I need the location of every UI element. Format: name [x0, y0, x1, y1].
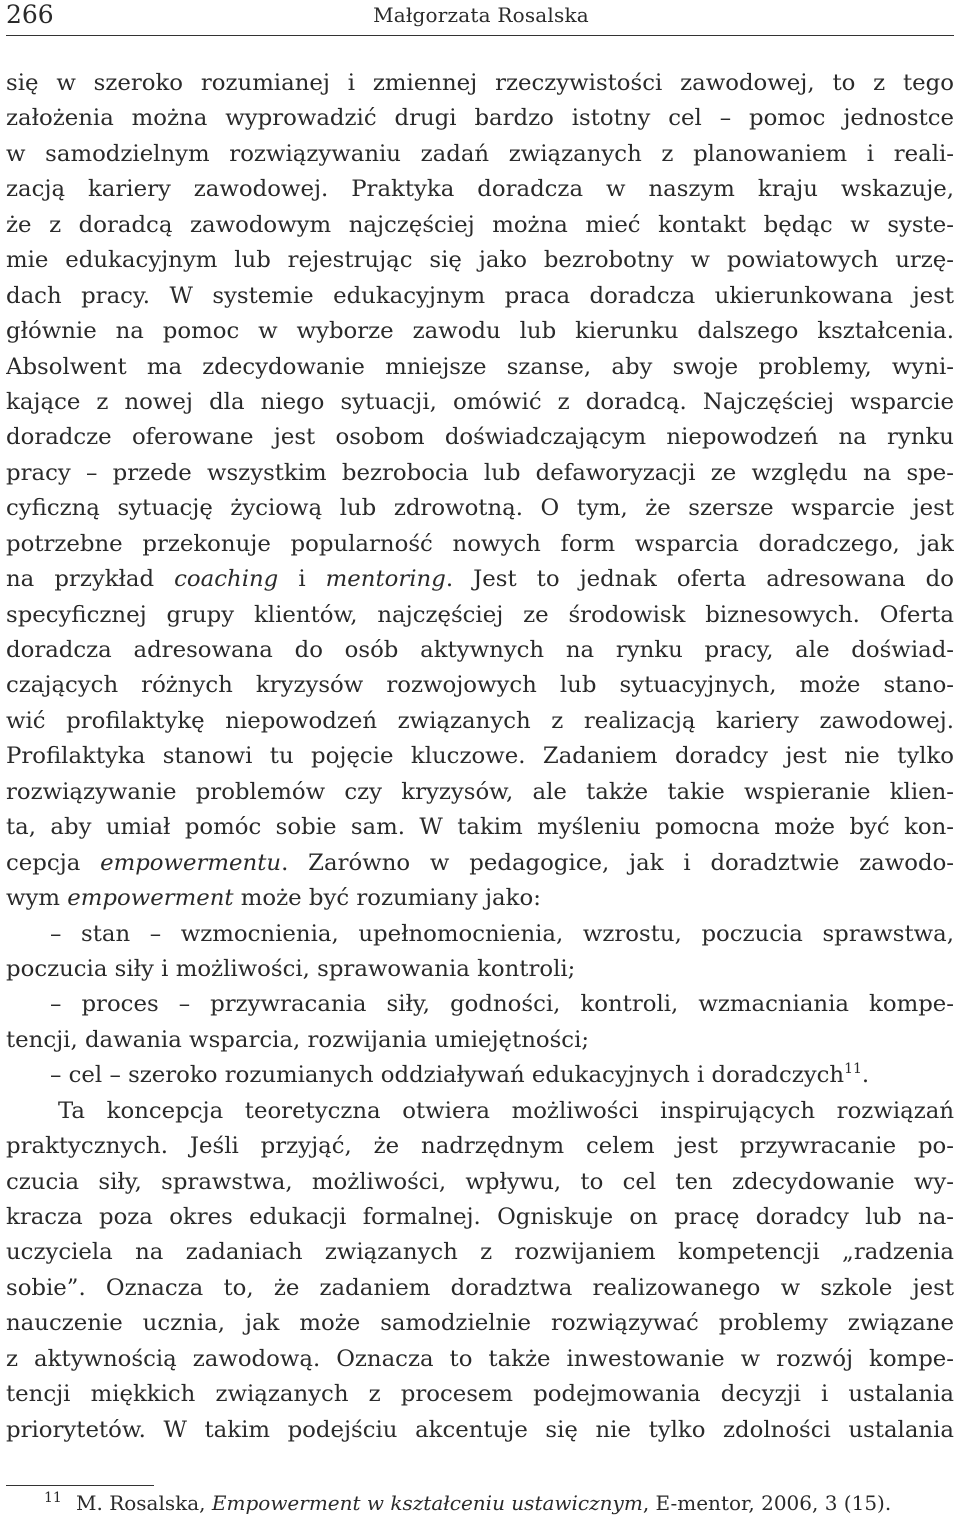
text-line: Ta koncepcja teoretyczna otwiera możliwości inspirujących rozwiązań [58, 1097, 954, 1124]
text-line: kracza poza okres edukacji formalnej. Ogniskuje on pracę doradcy lub na- [6, 1204, 954, 1230]
list-item: – stan – wzmocnienia, upełnomocnienia, wzrostu, poczucia sprawstwa, [50, 920, 954, 947]
italic-term: coaching [174, 566, 279, 593]
text-fragment: na przykład [6, 566, 175, 593]
text-line-with-italics [6, 846, 954, 881]
list-item-continuation: poczucia siły i możliwości, sprawowania kontroli; [6, 955, 576, 982]
text-line: priorytetów. W takim podejściu akcentuje się nie tylko zdolności ustalania [6, 1416, 954, 1443]
text-fragment: cepcja [6, 849, 101, 876]
text-line: Absolwent ma zdecydowanie mniejsze szanse, aby swoje problemy, wyni- [6, 353, 954, 380]
text-line: czających różnych kryzysów rozwojowych lub sytuacyjnych, może stano- [6, 672, 954, 699]
body-text [6, 66, 954, 1448]
text-line: specyficznej grupy klientów, najczęściej ze środowisk biznesowych. Oferta [6, 601, 954, 628]
footnote-rule [6, 1485, 154, 1486]
text-line: że z doradcą zawodowym najczęściej można mieć kontakt będąc w syste- [6, 211, 954, 238]
footnote-text: M. Rosalska, [76, 1491, 212, 1515]
text-line: mie edukacyjnym lub rejestrując się jako bezrobotny w powiatowych urzę- [6, 247, 954, 274]
list-item-continuation: tencji, dawania wsparcia, rozwijania umiejętności; [6, 1026, 590, 1053]
footnote-reference: 11 [844, 1061, 862, 1078]
running-title: Małgorzata Rosalska [373, 3, 589, 27]
text-line: założenia można wyprowadzić drugi bardzo istotny cel – pomoc jednostce [6, 105, 954, 132]
text-line: się w szeroko rozumianej i zmiennej rzeczywistości zawodowej, to z tego [6, 70, 954, 96]
footnote-title: Empowerment w kształceniu ustawicznym [211, 1491, 643, 1515]
text-line: tencji miękkich związanych z procesem podejmowania decyzji i ustalania [6, 1381, 954, 1408]
text-line: z aktywnością zawodową. Oznacza to także inwestowanie w rozwój kompe- [6, 1345, 954, 1372]
text-line: Profilaktyka stanowi tu pojęcie kluczowe. Zadaniem doradcy jest nie tylko [6, 743, 954, 770]
running-head [6, 0, 956, 30]
text-line: potrzebne przekonuje popularność nowych form wsparcia doradczego, jak [6, 530, 954, 557]
text-fragment: . Zarówno w pedagogice, jak i doradztwie zawodo- [281, 849, 954, 876]
page-number: 266 [6, 0, 54, 29]
text-line: w samodzielnym rozwiązywaniu zadań związanych z planowaniem i reali- [6, 140, 954, 167]
text-line: cyficzną sytuację życiową lub zdrowotną. O tym, że szersze wsparcie jest [6, 495, 954, 522]
text-fragment: . [861, 1062, 870, 1089]
text-line: głównie na pomoc w wyborze zawodu lub kierunku dalszego kształcenia. [6, 318, 954, 345]
text-line: sobie”. Oznacza to, że zadaniem doradztwa realizowanego w szkole jest [6, 1274, 954, 1301]
text-line: praktycznych. Jeśli przyjąć, że nadrzędnym celem jest przywracanie po- [6, 1133, 954, 1160]
list-item: – proces – przywracania siły, godności, kontroli, wzmacniania kompe- [50, 991, 954, 1018]
text-line: doradcza adresowana do osób aktywnych na rynku pracy, ale doświad- [6, 637, 954, 663]
text-fragment: . Jest to jednak oferta adresowana do [445, 566, 954, 593]
text-line: pracy – przede wszystkim bezrobocia lub defaworyzacji ze względu na spe- [6, 459, 954, 486]
text-line: doradcze oferowane jest osobom doświadczającym niepowodzeń na rynku [6, 424, 954, 451]
text-line: wić profilaktykę niepowodzeń związanych z realizacją kariery zawodowej. [6, 707, 954, 734]
text-line: nauczenie ucznia, jak może samodzielnie rozwiązywać problemy związane [6, 1310, 954, 1337]
footnote-text: , E-mentor, 2006, 3 (15). [642, 1491, 892, 1515]
list-item [6, 1058, 954, 1093]
italic-term: mentoring [325, 566, 446, 593]
text-fragment: – cel – szeroko rozumianych oddziaływań edukacyjnych i doradczych [50, 1062, 845, 1089]
text-line: ta, aby umiał pomóc sobie sam. W takim myśleniu pomocna może być kon- [6, 814, 954, 841]
text-line: uczyciela na zadaniach związanych z rozwijaniem kompetencji „radzenia [6, 1239, 954, 1266]
text-line: kające z nowej dla niego sytuacji, omówić z doradcą. Najczęściej wsparcie [6, 388, 954, 415]
text-line-with-italics [6, 562, 954, 597]
text-fragment: i [278, 566, 326, 593]
italic-term: empowerment [67, 885, 234, 912]
italic-term: empowermentu [100, 849, 282, 876]
text-line: zacją kariery zawodowej. Praktyka doradcza w naszym kraju wskazuje, [6, 176, 954, 203]
footnote: 11 M. Rosalska, Empowerment w kształceniu ustawicznym, E-mentor, 2006, 3 (15). [44, 1490, 892, 1515]
text-line: rozwiązywanie problemów czy kryzysów, ale także takie wspieranie klien- [6, 778, 954, 805]
text-fragment: wym [6, 885, 68, 912]
text-line: dach pracy. W systemie edukacyjnym praca doradcza ukierunkowana jest [6, 282, 954, 309]
text-line-with-italics [6, 881, 954, 916]
text-fragment: może być rozumiany jako: [233, 885, 541, 912]
text-line: czucia siły, sprawstwa, możliwości, wpływu, to cel ten zdecydowanie wy- [6, 1168, 954, 1195]
header-rule [6, 35, 954, 36]
